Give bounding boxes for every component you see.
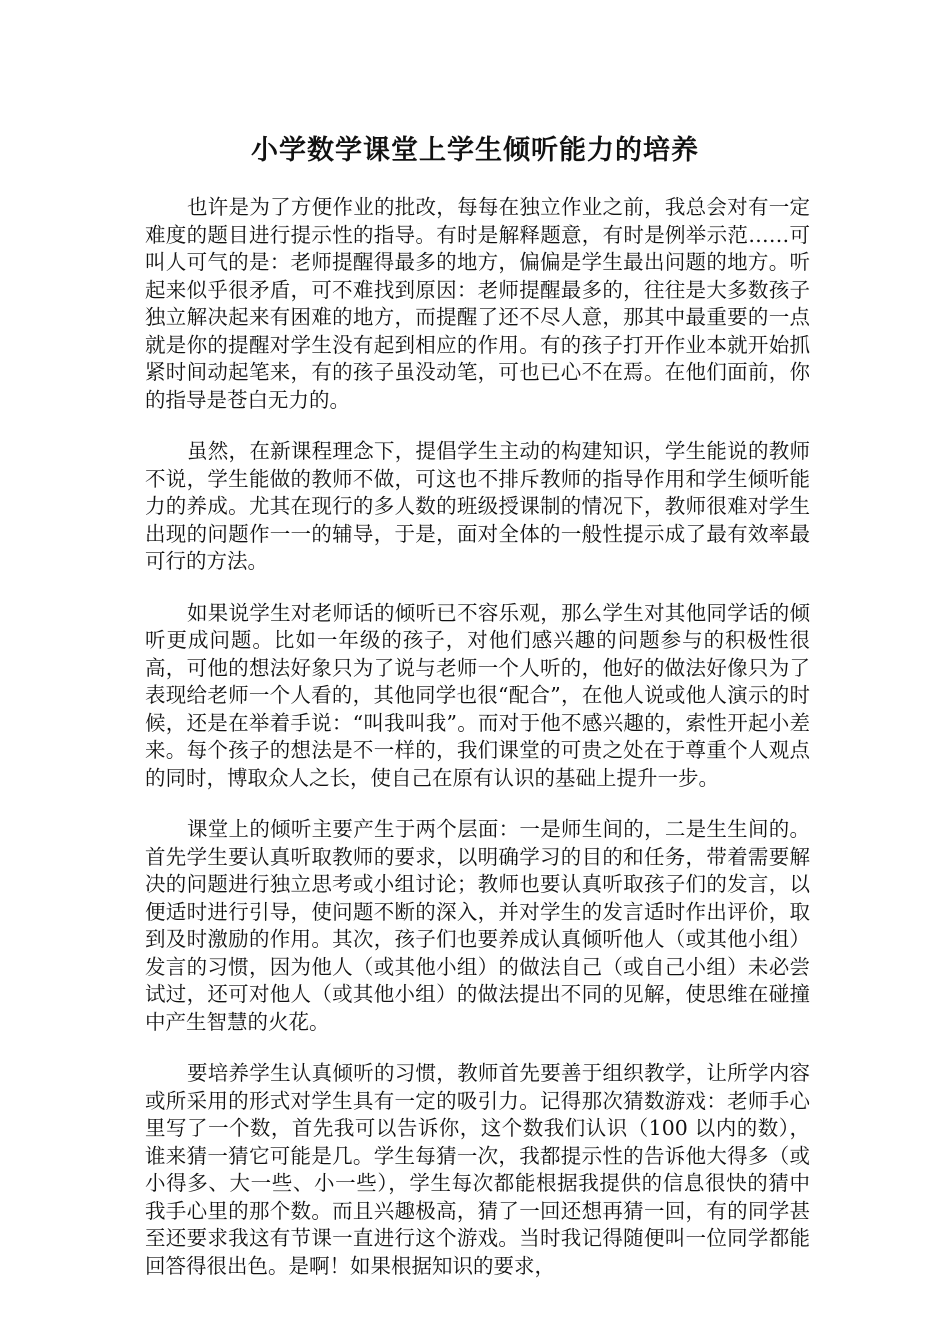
document-title: 小学数学课堂上学生倾听能力的培养: [251, 135, 699, 166]
paragraph: 课堂上的倾听主要产生于两个层面：一是师生间的，二是生生间的。首先学生要认真听取教师的要求，以明确学习的目的和任务，带着需要解决的问题进行独立思考或小组讨论；教师也要认真听取孩子们的发言，以便适时进行引导，使问题不断的深入，并对学生的发言适时作出评价，取到及时激励的作用。其次，孩子们也要养成认真倾听他人（或其他小组）发言的习惯，因为他人（或其他小组）的做法自己（或自己小组）未必尝试过，还可对他人（或其他小组）的做法提出不同的见解，使思维在碰撞中产生智慧的火花。: [145, 817, 810, 1034]
document-body: [145, 194, 810, 1304]
paragraph: 也许是为了方便作业的批改，每每在独立作业之前，我总会对有一定难度的题目进行提示性的指导。有时是解释题意，有时是例举示范……可叫人可气的是：老师提醒得最多的地方，偏偏是学生最出问题的地方。听起来似乎很矛盾，可不难找到原因：老师提醒最多的，往往是大多数孩子独立解决起来有困难的地方，而提醒了还不尽人意，那其中最重要的一点就是你的提醒对学生没有起到相应的作用。有的孩子打开作业本就开始抓紧时间动起笔来，有的孩子虽没动笔，可也已心不在焉。在他们面前，你的指导是苍白无力的。: [145, 195, 810, 412]
paragraph: 要培养学生认真倾听的习惯，教师首先要善于组织教学，让所学内容或所采用的形式对学生具有一定的吸引力。记得那次猜数游戏：老师手心里写了一个数，首先我可以告诉你，这个数我们认识（100 以内的数），谁来猜一猜它可能是几。学生每猜一次，我都提示性的告诉他大得多（或小得多、大一些、小一些），学生每次都能根据我提供的信息很快的猜中我手心里的那个数。而且兴趣极高，猜了一回还想再猜一回，有的同学甚至还要求我这有节课一直进行这个游戏。当时我记得随便叫一位同学都能回答得很出色。是啊！如果根据知识的要求，: [145, 1061, 810, 1278]
paragraph: 虽然，在新课程理念下，提倡学生主动的构建知识，学生能说的教师不说，学生能做的教师不做，可这也不排斥教师的指导作用和学生倾听能力的养成。尤其在现行的多人数的班级授课制的情况下，教师很难对学生出现的问题作一一的辅导，于是，面对全体的一般性提示成了最有效率最可行的方法。: [145, 439, 810, 573]
paragraph: 如果说学生对老师话的倾听已不容乐观，那么学生对其他同学话的倾听更成问题。比如一年级的孩子，对他们感兴趣的问题参与的积极性很高，可他的想法好象只为了说与老师一个人听的，他好的做法好像只为了表现给老师一个人看的，其他同学也很“配合”，在他人说或他人演示的时候，还是在举着手说：“叫我叫我”。而对于他不感兴趣的，索性开起小差来。每个孩子的想法是不一样的，我们课堂的可贵之处在于尊重个人观点的同时，博取众人之长，使自己在原有认识的基础上提升一步。: [145, 600, 810, 790]
